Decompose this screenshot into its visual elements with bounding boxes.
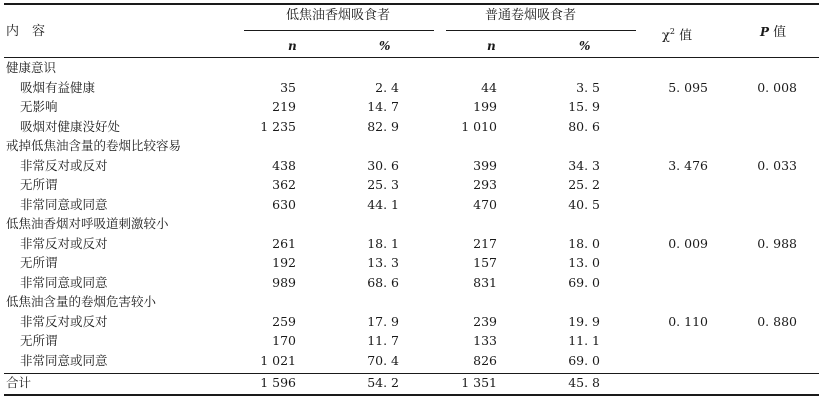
total-n-regular: 1 351 [461, 375, 497, 390]
total-top-rule [4, 373, 819, 374]
cell-n-low-tar: 438 [272, 157, 296, 173]
cell-pct-regular: 15. 9 [568, 99, 600, 114]
cell-pct-regular: 69. 0 [568, 274, 600, 290]
cell-n-low-tar: 1 235 [260, 118, 296, 134]
row-label: 非常反对或反对 [20, 313, 108, 329]
header-p-value: P 值 [760, 25, 787, 40]
cell-p-value: 0. 880 [757, 313, 797, 329]
group-regular-underline [446, 30, 636, 31]
cell-n-low-tar: 219 [272, 99, 296, 114]
row-label: 无所谓 [20, 177, 58, 192]
cell-n-low-tar: 261 [272, 235, 296, 251]
cell-pct-low-tar: 82. 9 [367, 118, 399, 134]
row-label: 无所谓 [20, 255, 58, 270]
header-n-regular: n [487, 39, 496, 53]
cell-pct-regular: 25. 2 [568, 177, 600, 192]
cell-pct-regular: 13. 0 [568, 255, 600, 270]
cell-n-low-tar: 630 [272, 196, 296, 212]
row-label: 非常反对或反对 [20, 235, 108, 251]
header-n-low-tar: n [288, 39, 297, 53]
section-title: 低焦油香烟对呼吸道刺激较小 [6, 216, 169, 231]
row-label: 无影响 [20, 99, 58, 114]
cell-n-regular: 44 [481, 79, 497, 95]
cell-n-low-tar: 35 [280, 79, 296, 95]
header-pct-regular: % [579, 39, 591, 53]
header-pct-low-tar: % [379, 39, 391, 53]
cell-n-low-tar: 1 021 [260, 352, 296, 368]
cell-pct-low-tar: 11. 7 [367, 333, 399, 348]
cell-pct-low-tar: 13. 3 [367, 255, 399, 270]
table-top-rule [4, 3, 819, 5]
cell-pct-regular: 69. 0 [568, 352, 600, 368]
row-label: 非常同意或同意 [20, 352, 108, 368]
cell-chi-square: 3. 476 [668, 157, 708, 173]
cell-pct-low-tar: 2. 4 [375, 79, 399, 95]
header-content: 内 容 [6, 24, 46, 39]
cell-n-regular: 826 [473, 352, 497, 368]
cell-pct-regular: 80. 6 [568, 118, 600, 134]
cell-pct-low-tar: 18. 1 [367, 235, 399, 251]
cell-pct-low-tar: 17. 9 [367, 313, 399, 329]
section-title: 低焦油含量的卷烟危害较小 [6, 294, 157, 309]
cell-chi-square: 0. 009 [668, 235, 708, 251]
total-label: 合计 [6, 375, 32, 390]
row-label: 吸烟对健康没好处 [20, 118, 121, 134]
cell-pct-regular: 11. 1 [568, 333, 600, 348]
cell-p-value: 0. 033 [757, 157, 797, 173]
cell-n-low-tar: 192 [272, 255, 296, 270]
cell-n-regular: 470 [473, 196, 497, 212]
cell-p-value: 0. 988 [757, 235, 797, 251]
total-pct-regular: 45. 8 [568, 375, 600, 390]
header-bottom-rule [4, 57, 819, 58]
total-pct-low-tar: 54. 2 [367, 375, 399, 390]
row-label: 非常同意或同意 [20, 274, 108, 290]
cell-chi-square: 0. 110 [668, 313, 708, 329]
header-chi-square: $\chi^2$ 值 [662, 27, 693, 44]
cell-n-regular: 199 [473, 99, 497, 114]
cell-n-low-tar: 170 [272, 333, 296, 348]
cell-n-regular: 133 [473, 333, 497, 348]
cell-n-low-tar: 259 [272, 313, 296, 329]
cell-pct-regular: 40. 5 [568, 196, 600, 212]
total-n-low-tar: 1 596 [260, 375, 296, 390]
cell-pct-low-tar: 70. 4 [367, 352, 399, 368]
cell-n-regular: 1 010 [461, 118, 497, 134]
cell-p-value: 0. 008 [757, 79, 797, 95]
cell-chi-square: 5. 095 [668, 79, 708, 95]
cell-n-regular: 831 [473, 274, 497, 290]
cell-pct-regular: 3. 5 [576, 79, 600, 95]
row-label: 无所谓 [20, 333, 58, 348]
section-title: 戒掉低焦油含量的卷烟比较容易 [6, 138, 182, 153]
table-bottom-rule [4, 394, 819, 396]
section-title: 健康意识 [6, 60, 57, 75]
cell-pct-regular: 18. 0 [568, 235, 600, 251]
cell-n-regular: 157 [473, 255, 497, 270]
header-group-low-tar: 低焦油香烟吸食者 [286, 8, 391, 23]
chi-square-superscript: 2 [669, 27, 675, 36]
cell-n-regular: 399 [473, 157, 497, 173]
row-label: 非常反对或反对 [20, 157, 108, 173]
cell-pct-low-tar: 30. 6 [367, 157, 399, 173]
cell-pct-regular: 19. 9 [568, 313, 600, 329]
cell-n-low-tar: 989 [272, 274, 296, 290]
cell-pct-low-tar: 25. 3 [367, 177, 399, 192]
cell-pct-low-tar: 44. 1 [367, 196, 399, 212]
cell-n-regular: 217 [473, 235, 497, 251]
cell-pct-low-tar: 68. 6 [367, 274, 399, 290]
cell-pct-regular: 34. 3 [568, 157, 600, 173]
group-low-tar-underline [244, 30, 434, 31]
header-group-regular: 普通卷烟吸食者 [485, 8, 577, 23]
cell-pct-low-tar: 14. 7 [367, 99, 399, 114]
row-label: 非常同意或同意 [20, 196, 108, 212]
cell-n-low-tar: 362 [272, 177, 296, 192]
cell-n-regular: 293 [473, 177, 497, 192]
cell-n-regular: 239 [473, 313, 497, 329]
row-label: 吸烟有益健康 [20, 79, 96, 95]
